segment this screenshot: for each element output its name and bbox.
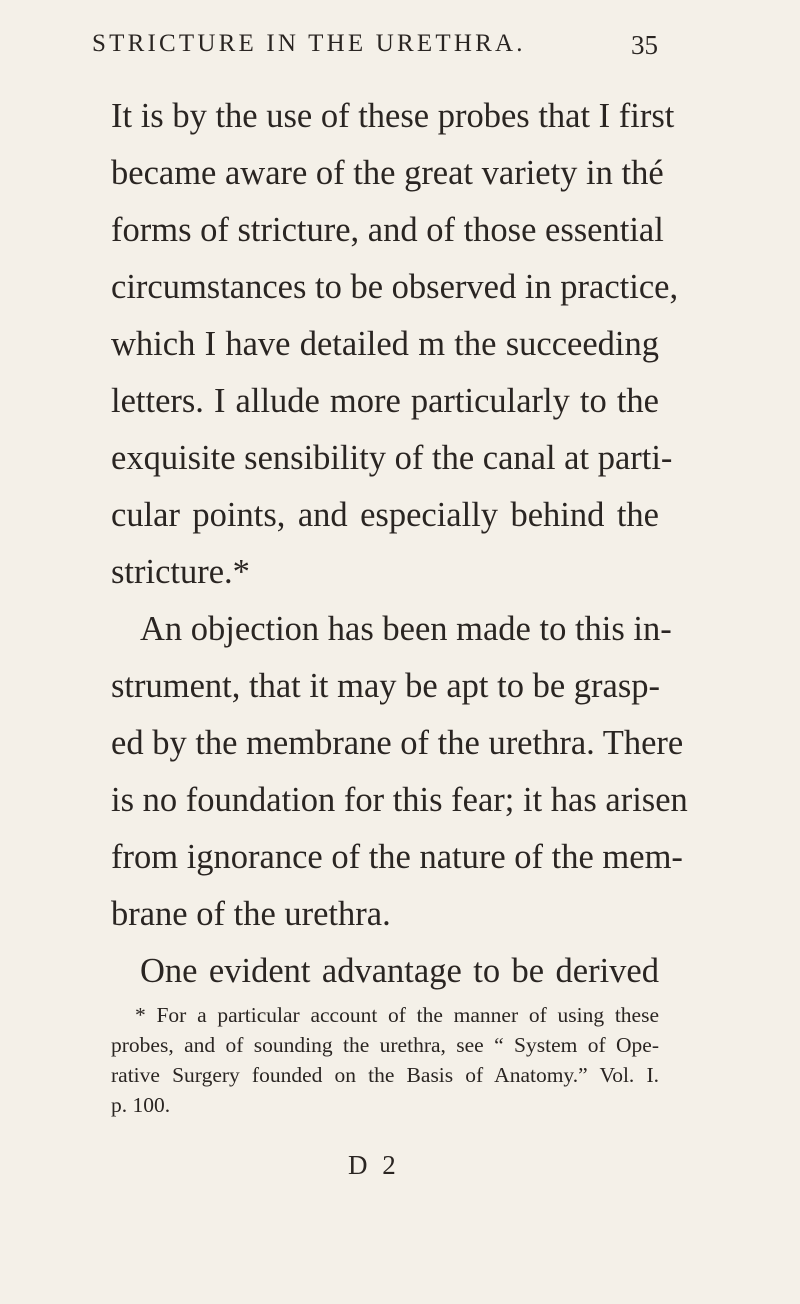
body-line: strument, that it may be apt to be grasp-: [111, 667, 660, 705]
signature-mark: D 2: [348, 1150, 400, 1180]
body-line: from ignorance of the nature of the mem-: [111, 838, 683, 876]
body-line: letters. I allude more particularly to the: [111, 382, 659, 420]
body-line: is no foundation for this fear; it has arisen: [111, 781, 688, 819]
body-line: forms of stricture, and of those essential: [111, 211, 664, 249]
running-title: STRICTURE IN THE URETHRA.: [92, 30, 526, 57]
footnote-line: * For a particular account of the manner of using these: [135, 1003, 659, 1027]
running-head: [92, 30, 658, 64]
body-line: ed by the membrane of the urethra. There: [111, 724, 684, 762]
body-text: [111, 88, 688, 1000]
body-line: exquisite sensibility of the canal at parti-: [111, 439, 673, 477]
page-number: 35: [631, 30, 658, 60]
body-line: cular points, and especially behind the: [111, 496, 659, 534]
body-line: became aware of the great variety in thé: [111, 154, 664, 192]
footnote-line: rative Surgery founded on the Basis of Anatomy.” Vol. I.: [111, 1063, 659, 1087]
body-line: An objection has been made to this in-: [140, 610, 672, 648]
footnote: [111, 1000, 659, 1120]
body-line: stricture.*: [111, 553, 250, 591]
body-line: One evident advantage to be derived: [140, 952, 659, 990]
body-line: circumstances to be observed in practice,: [111, 268, 679, 306]
body-line: brane of the urethra.: [111, 895, 391, 933]
footnote-line: probes, and of sounding the urethra, see “ System of Ope-: [111, 1033, 659, 1057]
body-line: which I have detailed m the succeeding: [111, 325, 659, 363]
body-line: It is by the use of these probes that I first: [111, 97, 675, 135]
footnote-line: p. 100.: [111, 1093, 171, 1117]
